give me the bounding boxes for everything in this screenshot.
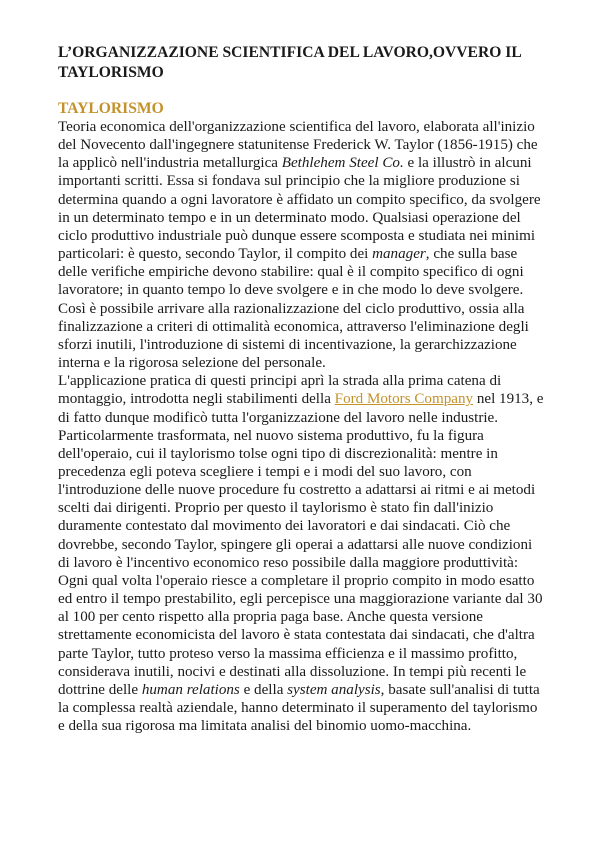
text-run: Teoria economica dell'organizzazione scientifica del lavoro, elaborata all'inizio del Novecento dall'ingegnere statunitense Frederick W. Taylor (1856-1915) che la applicò nell'industria metallurgica [58,119,538,172]
document-page [58,43,544,735]
text-run: L'applicazione pratica di questi principi aprì la strada alla prima catena di montaggio, introdotta negli stabilimenti della [58,373,502,408]
text-run: e la illustrò in alcuni importanti scritti. Essa si fondava sul principio che la migliore produzione si determina quando a ogni lavoratore è affidato un compito specifico, da svolgere in un determinato tempo e in un determinato modo. Qualsiasi operazione del ciclo produttivo industriale può dunque essere scomposta e studiata nei minimi particolari: è questo, secondo Taylor, il compito dei [58,155,541,263]
company-name-italic: Bethlehem Steel Co. [281,155,404,172]
text-run: nel 1913, e di fatto dunque modificò tutta l'organizzazione del lavoro nelle industrie. Particolarmente trasformata, nel nuovo sistema produttivo, fu la figura dell'operaio, cui il taylorismo tolse ogni tipo di discrezionalità: mentre in precedenza egli poteva scegliere i tempi e i modi del suo lavoro, con l'introduzione delle nuove procedure fu costretto a adattarsi ai ritmi e ai metodi scelti dai dirigenti. Proprio per questo il taylorismo è stato fin dall'inizio duramente contestato dal movimento dei lavoratori e dai sindacati. Ciò che dovrebbe, secondo Taylor, spingere gli operai a adattarsi alle nuove condizioni di lavoro è l'incentivo economico reso possibile dalla maggiore produttività: Ogni qual volta l'operaio riesce a completare il proprio compito in modo esatto ed entro il tempo prestabilito, egli percepisce una maggiorazione variante dal 30 al 100 per cento rispetto alla propria paga base. Anche questa versione strettamente economicista del lavoro è stata contestata dai sindacati, che d'altra parte Taylor, tutto proteso verso la massima efficienza e il massimo profitto, considerava inutili, nocivi e destinati alla dissoluzione. In tempi più recenti le dottrine delle [58,391,544,698]
manager-term-italic: manager [372,246,426,263]
text-run: , basate sull'analisi di tutta la complessa realtà aziendale, hanno determinato il superamento del taylorismo e della sua rigorosa ma limitata analisi del binomio uomo-macchina. [58,681,540,735]
system-analysis-italic: system analysis [287,681,381,698]
text-run: e della [239,681,288,698]
human-relations-italic: human relations [141,681,240,698]
paragraph-application [58,372,544,735]
paragraph-definition [58,118,544,372]
page-title: L’ORGANIZZAZIONE SCIENTIFICA DEL LAVORO,OVVERO IL TAYLORISMO [58,44,521,81]
ford-motors-link[interactable]: Ford Motors Company [334,391,474,408]
text-run: , che sulla base delle verifiche empiriche devono stabilire: qual è il compito specifico di ogni lavoratore; in quanto tempo lo deve svolgere e in che modo lo deve svolgere. Così è possibile arrivare alla razionalizzazione del ciclo produttivo, ossia alla finalizzazione a criteri di ottimalità economica, attraverso l'eliminazione degli sforzi inutili, l'introduzione di sistemi di incentivazione, la gerarchizzazione interna e la rigorosa selezione del personale. [58,246,529,372]
section-heading: TAYLORISMO [58,100,164,117]
